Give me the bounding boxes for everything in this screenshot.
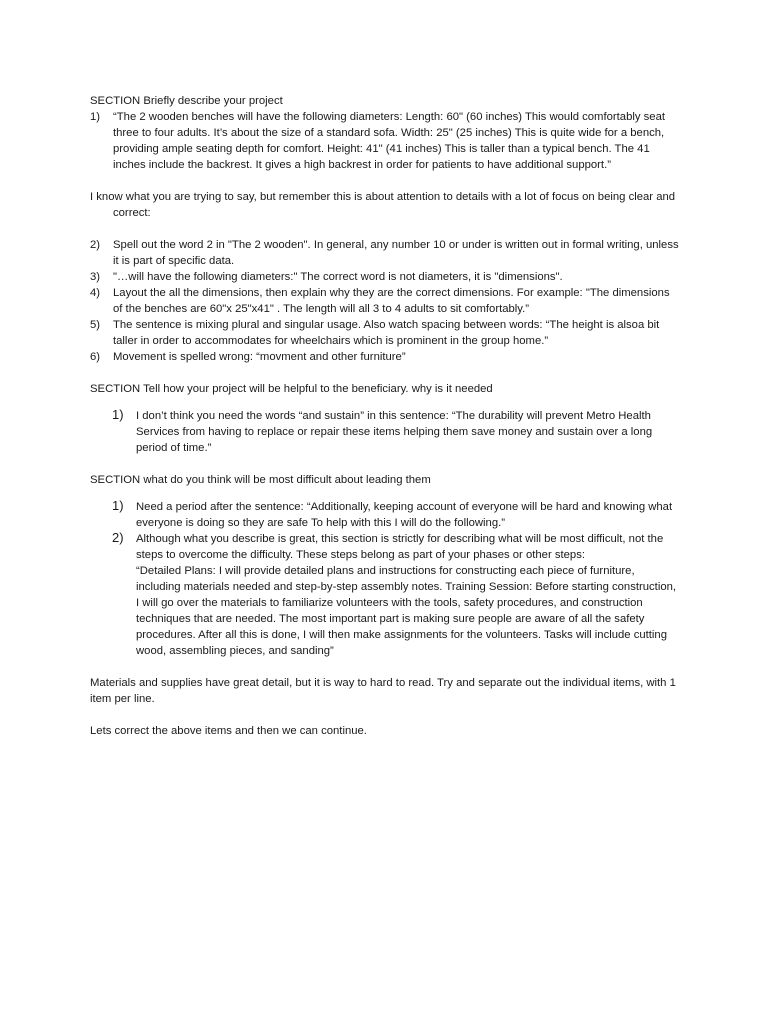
section-describe-project-list: [90, 109, 680, 173]
closing-note: Lets correct the above items and then we can continue.: [90, 725, 367, 737]
list-item-text: "…will have the following diameters:" The correct word is not diameters, it is "dimensions".: [113, 271, 563, 283]
list-item: [90, 408, 680, 456]
list-item-text: I don’t think you need the words “and sustain” in this sentence: “The durability will prevent Metro Health Services from having to replace or repair these items helping them save money and sustain over a long period of time.”: [136, 410, 653, 454]
corrections-list: [90, 237, 680, 365]
list-item: [90, 109, 680, 173]
list-item: [90, 285, 680, 317]
section-beneficiary-list: [90, 408, 680, 456]
list-item-number: 6): [90, 351, 101, 363]
list-item-number: 5): [90, 319, 101, 331]
list-item-text: Layout the all the dimensions, then explain why they are the correct dimensions. For example: "The dimensions of the benches are 60"x 25"x41" . The length will all 3 to 4 adults to sit comfortably.”: [113, 287, 670, 315]
list-item-number: 2): [90, 239, 101, 251]
list-item-number: 3): [90, 271, 101, 283]
section-difficulty-heading: SECTION what do you think will be most difficult about leading them: [90, 474, 431, 486]
quoted-plan-text: “Detailed Plans: I will provide detailed plans and instructions for constructing each piece of furniture, including materials needed and step-by-step assembly notes. Training Session: Before starting construction, I will go over the materials to familiarize volunteers with the tools, safety procedures, and construction techniques that are needed. The most important part is making sure people are aware of all the safety procedures. After all this is done, I will then make assignments for the volunteers. Tasks will include cutting wood, assembling pieces, and sanding”: [136, 565, 677, 657]
list-item-number: 4): [90, 287, 101, 299]
document-page: [90, 93, 680, 739]
list-item-text: Although what you describe is great, this section is strictly for describing what will be most difficult, not the steps to overcome the difficulty. These steps belong as part of your phases or other steps:: [136, 533, 664, 561]
list-item: [90, 269, 680, 285]
comment-intro: I know what you are trying to say, but remember this is about attention to details with a lot of focus on being clear and correct:: [90, 191, 676, 219]
list-item-text: Need a period after the sentence: “Additionally, keeping account of everyone will be hard and knowing what everyone is doing so they are safe To help with this I will do the following.”: [136, 501, 673, 529]
list-item-text: Movement is spelled wrong: “movment and other furniture”: [113, 351, 406, 363]
list-item-number: 1): [112, 498, 124, 513]
section-difficulty-list: [90, 499, 680, 659]
materials-note: Materials and supplies have great detail, but it is way to hard to read. Try and separate out the individual items, with 1 item per line.: [90, 677, 676, 705]
list-item: [90, 531, 680, 659]
list-item: [90, 349, 680, 365]
list-item-number: 1): [90, 111, 101, 123]
list-item-text: “The 2 wooden benches will have the following diameters: Length: 60" (60 inches) This would comfortably seat three to four adults. It’s about the size of a standard sofa. Width: 25" (25 inches) This is quite wide for a bench, providing ample seating depth for comfort. Height: 41" (41 inches) This is taller than a typical bench. The 41 inches include the backrest. It gives a high backrest in order for patients to have additional support.”: [113, 111, 666, 171]
section-beneficiary-heading: SECTION Tell how your project will be helpful to the beneficiary. why is it needed: [90, 383, 493, 395]
list-item: [90, 317, 680, 349]
section-describe-project-heading: SECTION Briefly describe your project: [90, 95, 283, 107]
list-item-text: The sentence is mixing plural and singular usage. Also watch spacing between words: “The height is alsoa bit taller in order to accommodates for wheelchairs which is prominent in the group home.”: [113, 319, 660, 347]
list-item-number: 1): [112, 407, 124, 422]
list-item: [90, 499, 680, 531]
list-item: [90, 237, 680, 269]
list-item-text: Spell out the word 2 in "The 2 wooden". In general, any number 10 or under is written out in formal writing, unless it is part of specific data.: [113, 239, 679, 267]
list-item-number: 2): [112, 530, 124, 545]
